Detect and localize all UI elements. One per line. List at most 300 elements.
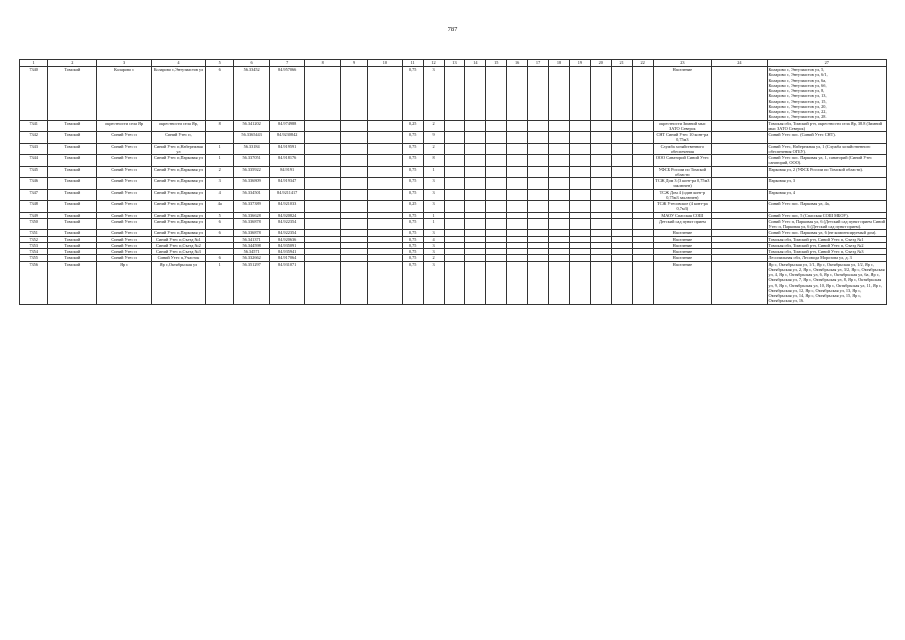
empty-cell <box>590 261 611 304</box>
served-addresses-cell <box>767 120 886 132</box>
owner-cell: Население <box>653 236 712 242</box>
empty-cell <box>444 143 465 155</box>
owner-cell: Население <box>653 255 712 261</box>
latitude-cell: 56.337051 <box>234 155 270 167</box>
longitude-cell: 84.935941 <box>269 249 305 255</box>
empty-cell <box>569 201 590 213</box>
volume-cell: 0,75 <box>402 249 423 255</box>
empty-cell <box>632 132 653 144</box>
empty-cell <box>611 120 632 132</box>
empty-cell <box>528 166 549 178</box>
empty-cell <box>341 67 368 121</box>
longitude-cell: 84.920636 <box>269 236 305 242</box>
empty-cell <box>368 178 403 190</box>
empty-cell <box>305 166 341 178</box>
container-count-cell: 4 <box>423 236 444 242</box>
region-cell: Томский <box>48 155 97 167</box>
empty-cell <box>368 201 403 213</box>
container-count-cell: 2 <box>423 120 444 132</box>
empty-cell <box>341 143 368 155</box>
column-number: 1 <box>20 60 48 67</box>
owner-cell: МАОУ Спасская СОШ <box>653 212 712 218</box>
served-address-line: Томская обл, Томский р-н, Синий Утес п, Съезд №3 <box>768 249 864 254</box>
empty-cell <box>611 178 632 190</box>
house-cell: 2 <box>206 166 234 178</box>
house-cell: 4 <box>206 189 234 201</box>
volume-cell: 0,75 <box>402 132 423 144</box>
empty-cell <box>528 261 549 304</box>
empty-cell <box>507 178 528 190</box>
empty-cell <box>486 189 507 201</box>
region-cell: Томский <box>48 166 97 178</box>
table-row <box>20 178 887 190</box>
locality-cell: Коларово с <box>97 67 151 121</box>
empty-cell <box>611 201 632 213</box>
longitude-cell: 84.922354 <box>269 218 305 230</box>
empty-cell <box>465 166 486 178</box>
owner-cell: Служба хозяйственного обеспечения <box>653 143 712 155</box>
column-number: 4 <box>151 60 205 67</box>
locality-cell: Синий Утес п <box>97 212 151 218</box>
served-address-line: Коларово с, Энтузиастов ул, 28. <box>768 114 827 120</box>
owner-cell: Население <box>653 67 712 121</box>
address-cell: Коларово с,Энтузиастов ул <box>151 67 205 121</box>
container-count-cell: 3 <box>423 189 444 201</box>
empty-cell <box>632 67 653 121</box>
owner-cell: УФСБ России по Томской области <box>653 166 712 178</box>
empty-cell <box>507 189 528 201</box>
latitude-cell: 56.344598 <box>234 242 270 248</box>
locality-cell: Синий Утес п <box>97 230 151 236</box>
longitude-cell: 84.917064 <box>269 255 305 261</box>
served-address-line: Коларово с, Энтузиастов ул, 8, <box>768 88 825 93</box>
row-number: 7345 <box>20 166 48 178</box>
empty-cell <box>632 155 653 167</box>
address-cell: окрестности села Яр, <box>151 120 205 132</box>
served-address-line: Яр с, Октябрьская ул, 1/1, Яр с, Октябрьская ул, 1/2, Яр с, Октябрьская ул, 2, Яр с, Октябрьская ул, 3/2, Яр с, Октябрьская ул, 4, Яр с, Октябрьская ул, 6, Яр с, Октябрьская ул, 6а, Яр с, Октябрьская ул, 7, Яр с, Октябрьская ул, 8, Яр с, Октябрьская ул, 9, Яр с, Октябрьская ул, 10, Яр с, Октябрьская ул, 11, Яр с, Октябрьская ул, 12, Яр с, Октябрьская ул, 13, Яр с, Октябрьская ул, 14, Яр с, Октябрьская ул, 15, Яр с, Октябрьская ул, 16. <box>768 261 885 304</box>
latitude-cell: 56.336809 <box>234 178 270 190</box>
table-body <box>20 67 887 305</box>
served-address-line: Синий Утес пос. Парковая ул, 4а, <box>768 201 830 206</box>
empty-cell <box>305 178 341 190</box>
column-number: 27 <box>767 60 886 67</box>
locality-cell: Синий Утес п <box>97 236 151 242</box>
column-number: 2 <box>48 60 97 67</box>
address-cell: Синий Утес п,Съезд №1 <box>151 236 205 242</box>
container-count-cell: 1 <box>423 218 444 230</box>
address-cell: Синий Утес п,Участок <box>151 255 205 261</box>
table-row <box>20 166 887 178</box>
locality-cell: Синий Утес п <box>97 155 151 167</box>
served-address-line: Синий Утес пос. (Синий Утес СНТ). <box>768 132 836 137</box>
volume-cell: 0,75 <box>402 261 423 304</box>
column-number: 24 <box>712 60 767 67</box>
empty-cell <box>341 132 368 144</box>
address-cell: Синий Утес п,Парковая ул <box>151 201 205 213</box>
empty-cell <box>549 166 570 178</box>
empty-cell <box>507 166 528 178</box>
container-count-cell: 3 <box>423 230 444 236</box>
row-number: 7354 <box>20 249 48 255</box>
container-count-cell: 3 <box>423 249 444 255</box>
served-address-line: Томская обл, Томский р-н, окрестности села Яр, 38.8 (Зимний мыс ЗАТО Северск) <box>768 120 882 131</box>
latitude-cell: 56.336628 <box>234 212 270 218</box>
row-number: 7344 <box>20 155 48 167</box>
empty-cell <box>486 132 507 144</box>
empty-cell <box>465 143 486 155</box>
house-cell: 6 <box>206 218 234 230</box>
locality-cell: Яр с <box>97 261 151 304</box>
column-number: 12 <box>423 60 444 67</box>
empty-cell <box>444 155 465 167</box>
owner-cell: ТСЖ Дом 3 (3 конт-ра 0,75м3 заключен) <box>653 178 712 190</box>
empty-cell <box>712 178 767 190</box>
empty-cell <box>444 178 465 190</box>
served-address-line: Синий Утес пос. Парковая ул, 6 (не компенсируемый дом). <box>768 230 877 236</box>
address-cell: Синий Утес п,Парковая ул <box>151 189 205 201</box>
locality-cell: Синий Утес п <box>97 249 151 255</box>
empty-cell <box>590 120 611 132</box>
empty-cell <box>368 218 403 230</box>
column-number: 10 <box>368 60 403 67</box>
address-cell: Синий Утес п,Парковая ул <box>151 155 205 167</box>
longitude-cell: 84.935091 <box>269 242 305 248</box>
served-addresses-cell <box>767 201 886 213</box>
empty-cell <box>444 166 465 178</box>
empty-cell <box>486 201 507 213</box>
empty-cell <box>712 201 767 213</box>
registry-table <box>19 59 887 305</box>
served-address-line: Синий Утес п, Парковая ул, 6 (Детский сад пункт прием Синий Утес п, Парковая ул, 6 (Детский сад пункт прием). <box>768 218 885 229</box>
latitude-cell: 56.33452 <box>234 67 270 121</box>
empty-cell <box>368 67 403 121</box>
row-number: 7353 <box>20 242 48 248</box>
empty-cell <box>632 261 653 304</box>
empty-cell <box>368 132 403 144</box>
served-addresses-cell <box>767 155 886 167</box>
empty-cell <box>569 261 590 304</box>
row-number: 7346 <box>20 178 48 190</box>
volume-cell: 0,75 <box>402 236 423 242</box>
served-addresses-cell <box>767 261 886 304</box>
served-address-line: Парковая ул, 4 <box>768 189 796 195</box>
empty-cell <box>569 218 590 230</box>
column-number: 7 <box>269 60 305 67</box>
empty-cell <box>507 261 528 304</box>
empty-cell <box>341 201 368 213</box>
served-address-line: Коларово с, Энтузиастов ул, 13, <box>768 93 827 99</box>
table-row <box>20 189 887 201</box>
longitude-cell: 84.920824 <box>269 212 305 218</box>
empty-cell <box>341 218 368 230</box>
house-cell <box>206 132 234 144</box>
empty-cell <box>465 132 486 144</box>
served-address-line: Томская обл, Томский р-н, Синий Утес п, Съезд №1 <box>768 236 864 242</box>
column-number: 22 <box>632 60 653 67</box>
empty-cell <box>549 261 570 304</box>
empty-cell <box>611 218 632 230</box>
empty-cell <box>611 155 632 167</box>
served-addresses-cell <box>767 67 886 121</box>
owner-cell: ООО Санаторий Синий Утес <box>653 155 712 167</box>
empty-cell <box>712 261 767 304</box>
empty-cell <box>368 166 403 178</box>
longitude-cell: 84.919591 <box>269 143 305 155</box>
served-addresses-cell <box>767 230 886 236</box>
served-addresses-cell <box>767 132 886 144</box>
empty-cell <box>590 155 611 167</box>
empty-cell <box>590 201 611 213</box>
empty-cell <box>569 155 590 167</box>
empty-cell <box>465 67 486 121</box>
empty-cell <box>712 120 767 132</box>
empty-cell <box>590 143 611 155</box>
empty-cell <box>507 155 528 167</box>
row-number: 7342 <box>20 132 48 144</box>
empty-cell <box>465 218 486 230</box>
longitude-cell: 84.9211417 <box>269 189 305 201</box>
row-number: 7352 <box>20 236 48 242</box>
column-number: 17 <box>528 60 549 67</box>
region-cell: Томский <box>48 67 97 121</box>
served-address-line: Синий Утес, Набережная ул, 1 (Служба хозяйственного обеспечения ОГБУ). <box>768 143 871 154</box>
house-cell: 6 <box>206 230 234 236</box>
address-cell: Синий Утес п,Съезд №3 <box>151 249 205 255</box>
longitude-cell: 84.918176 <box>269 155 305 167</box>
served-addresses-cell <box>767 143 886 155</box>
latitude-cell: 56.332662 <box>234 255 270 261</box>
region-cell: Томский <box>48 218 97 230</box>
container-count-cell: 8 <box>423 155 444 167</box>
empty-cell <box>507 132 528 144</box>
column-number: 18 <box>549 60 570 67</box>
house-cell: 4а <box>206 201 234 213</box>
empty-cell <box>528 143 549 155</box>
address-cell: Синий Утес п,Парковая ул <box>151 218 205 230</box>
row-number: 7341 <box>20 120 48 132</box>
empty-cell <box>590 189 611 201</box>
container-count-cell: 3 <box>423 242 444 248</box>
empty-cell <box>465 189 486 201</box>
column-number: 13 <box>444 60 465 67</box>
empty-cell <box>528 178 549 190</box>
volume-cell: 0,75 <box>402 212 423 218</box>
empty-cell <box>549 201 570 213</box>
latitude-cell: 56.341371 <box>234 236 270 242</box>
locality-cell: Синий Утес п <box>97 255 151 261</box>
longitude-cell: 84.921033 <box>269 201 305 213</box>
column-number: 16 <box>507 60 528 67</box>
longitude-cell: 84.957066 <box>269 67 305 121</box>
longitude-cell: 84.9191 <box>269 166 305 178</box>
address-cell: Синий Утес п,Съезд №2 <box>151 242 205 248</box>
region-cell: Томский <box>48 132 97 144</box>
empty-cell <box>305 120 341 132</box>
owner-cell: Население <box>653 261 712 304</box>
empty-cell <box>465 155 486 167</box>
owner-cell: Население <box>653 249 712 255</box>
latitude-cell: 56.337389 <box>234 201 270 213</box>
empty-cell <box>569 132 590 144</box>
empty-cell <box>368 261 403 304</box>
empty-cell <box>569 143 590 155</box>
empty-cell <box>712 67 767 121</box>
container-count-cell: 9 <box>423 132 444 144</box>
address-cell: Синий Утес п,Набережная ул <box>151 143 205 155</box>
locality-cell: Синий Утес п <box>97 189 151 201</box>
house-cell: 1 <box>206 143 234 155</box>
empty-cell <box>549 155 570 167</box>
volume-cell: 0,75 <box>402 255 423 261</box>
served-address-line: Лесопильная обл, Лесовода Морозова ул, д. 3 <box>768 255 852 261</box>
empty-cell <box>712 166 767 178</box>
empty-cell <box>486 155 507 167</box>
empty-cell <box>590 67 611 121</box>
latitude-cell: 56.334501 <box>234 189 270 201</box>
empty-cell <box>465 261 486 304</box>
table-row <box>20 132 887 144</box>
region-cell: Томский <box>48 230 97 236</box>
row-number: 7350 <box>20 218 48 230</box>
empty-cell <box>712 218 767 230</box>
empty-cell <box>486 67 507 121</box>
empty-cell <box>569 178 590 190</box>
locality-cell: окрестности села Яр <box>97 120 151 132</box>
served-address-line: Синий Утес пос, 5 (Спасская СОШ МБОУ). <box>768 212 849 218</box>
empty-cell <box>368 120 403 132</box>
volume-cell: 0,75 <box>402 189 423 201</box>
served-address-line: Парковая ул, 3 <box>768 178 796 183</box>
empty-cell <box>444 189 465 201</box>
table-row <box>20 143 887 155</box>
empty-cell <box>341 120 368 132</box>
empty-cell <box>632 201 653 213</box>
empty-cell <box>632 218 653 230</box>
volume-cell: 0,75 <box>402 67 423 121</box>
served-addresses-cell <box>767 189 886 201</box>
empty-cell <box>465 201 486 213</box>
empty-cell <box>465 178 486 190</box>
row-number: 7355 <box>20 255 48 261</box>
longitude-cell: 84.931071 <box>269 261 305 304</box>
empty-cell <box>569 120 590 132</box>
empty-cell <box>569 67 590 121</box>
served-address-line: Коларово с, Энтузиастов ул, 20, <box>768 103 827 109</box>
empty-cell <box>444 218 465 230</box>
region-cell: Томский <box>48 212 97 218</box>
locality-cell: Синий Утес п <box>97 178 151 190</box>
house-cell: 6 <box>206 255 234 261</box>
column-number: 6 <box>234 60 270 67</box>
empty-cell <box>528 67 549 121</box>
region-cell: Томский <box>48 249 97 255</box>
empty-cell <box>611 261 632 304</box>
column-number: 9 <box>341 60 368 67</box>
empty-cell <box>305 218 341 230</box>
empty-cell <box>611 67 632 121</box>
empty-cell <box>305 189 341 201</box>
empty-cell <box>549 178 570 190</box>
container-count-cell: 3 <box>423 178 444 190</box>
empty-cell <box>569 189 590 201</box>
served-addresses-cell <box>767 218 886 230</box>
longitude-cell: 84.974988 <box>269 120 305 132</box>
empty-cell <box>611 166 632 178</box>
locality-cell: Синий Утес п <box>97 201 151 213</box>
empty-cell <box>507 120 528 132</box>
empty-cell <box>611 132 632 144</box>
row-number: 7348 <box>20 201 48 213</box>
empty-cell <box>486 120 507 132</box>
column-number: 14 <box>465 60 486 67</box>
empty-cell <box>528 155 549 167</box>
region-cell: Томский <box>48 143 97 155</box>
volume-cell: 0,75 <box>402 218 423 230</box>
longitude-cell: 84.9230842 <box>269 132 305 144</box>
empty-cell <box>632 120 653 132</box>
served-address-line: Томская обл, Томский р-н, Синий Утес п, Съезд №2 <box>768 242 864 248</box>
column-number: 19 <box>569 60 590 67</box>
empty-cell <box>507 67 528 121</box>
served-address-line: Коларово с, Энтузиастов ул, 6а, <box>768 77 827 83</box>
house-cell: 3 <box>206 178 234 190</box>
empty-cell <box>549 132 570 144</box>
empty-cell <box>632 143 653 155</box>
empty-cell <box>507 201 528 213</box>
empty-cell <box>444 67 465 121</box>
empty-cell <box>341 155 368 167</box>
served-address-line: Парковая ул, 2 (УФСБ России по Томской области). <box>768 166 863 172</box>
empty-cell <box>305 132 341 144</box>
row-number: 7349 <box>20 212 48 218</box>
empty-cell <box>341 189 368 201</box>
served-address-line: Коларово с, Энтузиастов ул, 6/1, <box>768 72 828 78</box>
empty-cell <box>444 132 465 144</box>
empty-cell <box>590 178 611 190</box>
served-address-line: Коларово с, Энтузиастов ул, 6б, <box>768 82 827 88</box>
page-number: 787 <box>447 26 458 33</box>
locality-cell: Синий Утес п <box>97 242 151 248</box>
served-address-line: Коларово с, Энтузиастов ул, 5, <box>768 67 825 72</box>
empty-cell <box>712 189 767 201</box>
row-number: 7343 <box>20 143 48 155</box>
empty-cell <box>305 201 341 213</box>
region-cell: Томский <box>48 236 97 242</box>
latitude-cell: 56.33184 <box>234 143 270 155</box>
house-cell: 5 <box>206 212 234 218</box>
owner-cell: Население <box>653 230 712 236</box>
owner-cell: Детский сад пункт прием <box>653 218 712 230</box>
house-cell: 1 <box>206 261 234 304</box>
empty-cell <box>486 261 507 304</box>
served-address-line: Синий Утес пос. Парковая ул, 1, санаторий (Синий Утес санаторий, ООО). <box>768 155 873 166</box>
column-number: 8 <box>305 60 341 67</box>
empty-cell <box>507 218 528 230</box>
column-number: 3 <box>97 60 151 67</box>
empty-cell <box>305 143 341 155</box>
table-row <box>20 261 887 304</box>
container-count-cell: 1 <box>423 212 444 218</box>
locality-cell: Синий Утес п <box>97 132 151 144</box>
region-cell: Томский <box>48 178 97 190</box>
empty-cell <box>590 218 611 230</box>
empty-cell <box>528 132 549 144</box>
latitude-cell: 56.351297 <box>234 261 270 304</box>
house-cell: 1 <box>206 155 234 167</box>
row-number: 7356 <box>20 261 48 304</box>
house-cell: 8 <box>206 120 234 132</box>
volume-cell: 0,75 <box>402 155 423 167</box>
